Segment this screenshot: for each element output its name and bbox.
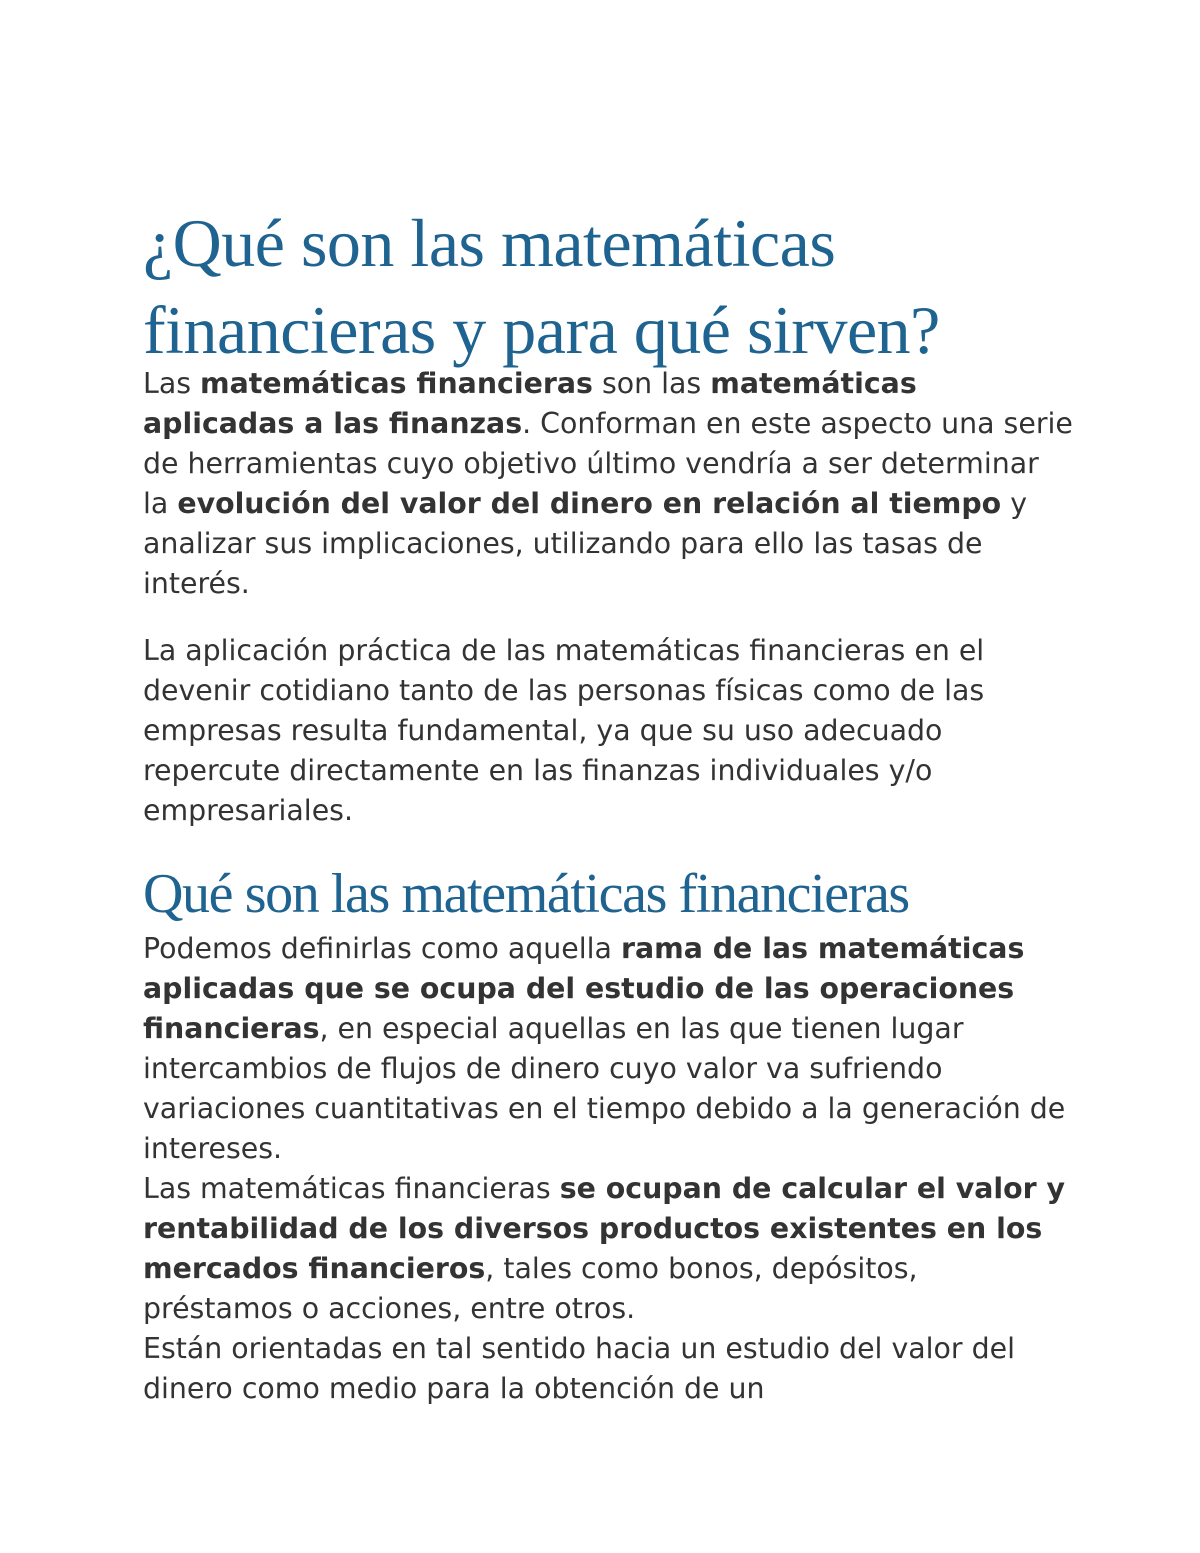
paragraph-products: [143, 1169, 1073, 1329]
main-heading: ¿Qué son las matemáticas financieras y para qué sirven?: [143, 205, 940, 368]
paragraph-branch-definition: [143, 929, 1073, 1169]
text-run: son las: [592, 367, 711, 400]
bold-run: matemáticas aplicadas a las finanzas: [143, 367, 917, 440]
bold-run: evolución del valor del dinero en relación al tiempo: [177, 487, 1002, 520]
paragraph-practical-application: La aplicación práctica de las matemáticas financieras en el devenir cotidiano tanto de las personas físicas como de las empresas resulta fundamental, ya que su uso adecuado repercute directamente en las finanzas individuales y/o empresariales.: [143, 634, 985, 827]
text-run: , en especial aquellas en las que tienen lugar intercambios de flujos de dinero cuyo valor va sufriendo variaciones cuantitativas en el tiempo debido a la generación de intereses.: [143, 1012, 1066, 1165]
bold-run: matemáticas financieras: [200, 367, 593, 400]
text-run: Las matemáticas financieras: [143, 1172, 560, 1205]
paragraph-definition: [143, 364, 1073, 604]
text-run: Las: [143, 367, 201, 400]
text-run: . Conforman en este aspecto una serie de herramientas cuyo objetivo último vendría a ser determinar la: [143, 407, 1073, 520]
section-heading: Qué son las matemáticas financieras: [143, 863, 909, 925]
bold-run: se ocupan de calcular el valor y rentabilidad de los diversos productos existentes en los mercados financieros: [143, 1172, 1066, 1285]
document-page: [143, 200, 1073, 1409]
bold-run: rama de las matemáticas aplicadas que se ocupa del estudio de las operaciones financieras: [143, 932, 1025, 1045]
text-run: , tales como bonos, depósitos, préstamos o acciones, entre otros.: [143, 1252, 918, 1325]
text-run: y analizar sus implicaciones, utilizando para ello las tasas de interés.: [143, 487, 1027, 600]
text-run: Podemos definirlas como aquella: [143, 932, 621, 965]
paragraph-orientation: Están orientadas en tal sentido hacia un estudio del valor del dinero como medio para la obtención de un: [143, 1332, 1015, 1405]
